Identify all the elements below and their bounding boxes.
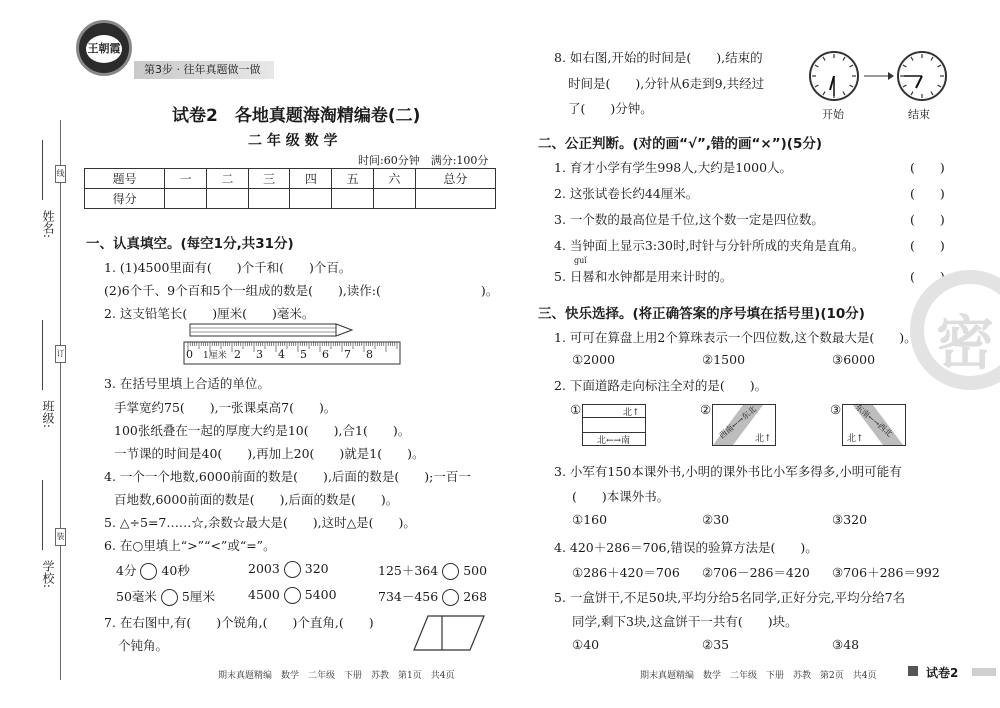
judge-item: 1. 育才小学有学生998人,大约是1000人。 [554, 160, 793, 175]
clock-start [810, 52, 858, 100]
road-band [583, 417, 645, 433]
footer-right: 期末真题精编 数学 二年级 下册 苏教 第2页 共4页 [640, 671, 877, 681]
question-text: 百地数,6000前面的数是( ),后面的数是( )。 [114, 492, 399, 507]
road-option-label[interactable]: ③ [830, 402, 842, 417]
section3-title: 三、快乐选择。(将正确答案的序号填在括号里)(10分) [538, 306, 865, 322]
compare-right: 5厘米 [181, 589, 215, 604]
score-cell[interactable] [290, 189, 332, 209]
question-text: 2. 这支铅笔长( )厘米( )毫米。 [104, 306, 315, 321]
score-cell[interactable] [373, 189, 415, 209]
compare-right: 500 [463, 563, 488, 578]
option[interactable]: ③6000 [832, 352, 876, 367]
ruler-tick-label: 6 [322, 348, 329, 361]
question-text: 个钝角。 [118, 638, 169, 653]
judge-answer[interactable]: ( ) [910, 238, 945, 253]
question-text: 6. 在○里填上“>”“<”或“=”。 [104, 538, 276, 553]
school-blank [42, 480, 43, 550]
time-info: 时间:60分钟 满分:100分 [358, 154, 489, 167]
question-text: 100张纸叠在一起的厚度大约是10( ),合1( )。 [114, 423, 411, 438]
road-figure-2 [712, 404, 776, 446]
score-cell[interactable] [332, 189, 374, 209]
option[interactable]: ①286＋420＝706 [572, 565, 680, 580]
pinyin-annotation: guǐ [574, 256, 587, 265]
score-header-cell: 四 [290, 169, 332, 189]
question-text: 了( )分钟。 [568, 101, 653, 116]
ruler-tick-label: 8 [366, 348, 373, 361]
binding-mark: 装 [55, 528, 66, 546]
question-text: 5. △÷5=7……☆,余数☆最大是( ),这时△是( )。 [104, 515, 416, 530]
page-title: 试卷2 各地真题海淘精编卷(二) [172, 106, 421, 126]
question-text: 2. 下面道路走向标注全对的是( )。 [554, 378, 768, 393]
question-text: 4. 420＋286＝706,错误的验算方法是( )。 [554, 540, 818, 555]
score-header-cell: 二 [206, 169, 248, 189]
pencil-body [190, 324, 336, 336]
ruler-tick-label: 5 [300, 348, 307, 361]
judge-item: 5. 日晷和水钟都是用来计时的。 [554, 269, 733, 284]
question-text: 手掌宽约75( ),一张课桌高7( )。 [114, 400, 337, 415]
name-blank [42, 140, 43, 200]
compare-circle[interactable] [161, 589, 178, 606]
section2-title: 二、公正判断。(对的画“√”,错的画“×”)(5分) [538, 136, 823, 152]
question-text: 1. (1)4500里面有( )个千和( )个百。 [104, 260, 352, 275]
compare-right: 320 [304, 561, 329, 576]
clock-label: 开始 [822, 108, 844, 121]
road-figure-3 [842, 404, 906, 446]
judge-answer[interactable]: ( ) [910, 160, 945, 175]
option[interactable]: ②30 [702, 512, 730, 527]
dir-label: 北↑ [623, 408, 640, 418]
ruler-tick-label: 3 [256, 348, 263, 361]
compare-item [378, 561, 487, 580]
compare-right: 268 [463, 589, 488, 604]
compare-left: 4500 [248, 587, 280, 602]
score-table [84, 168, 496, 209]
compare-left: 734－456 [378, 589, 439, 604]
step-banner: 第3步 · 往年真题做一做 [134, 61, 274, 79]
compare-left: 2003 [248, 561, 280, 576]
score-header-cell: 三 [248, 169, 290, 189]
score-cell[interactable] [206, 189, 248, 209]
parallelogram-figure [412, 610, 488, 654]
ruler-tick-label: 7 [344, 348, 351, 361]
question-text: 3. 在括号里填上合适的单位。 [104, 376, 270, 391]
question-text: 7. 在右图中,有( )个锐角,( )个直角,( ) [104, 615, 374, 630]
road-option-label[interactable]: ① [570, 402, 582, 417]
clock-label: 结束 [908, 108, 930, 121]
ruler-tick-label: 2 [234, 348, 241, 361]
judge-answer[interactable]: ( ) [910, 269, 945, 284]
score-cell[interactable] [415, 189, 495, 209]
compare-item [116, 587, 215, 606]
binding-mark: 线 [55, 165, 66, 183]
compare-circle[interactable] [442, 563, 459, 580]
question-text: 一节课的时间是40( ),再加上20( )就是1( )。 [114, 446, 425, 461]
brand-logo [76, 20, 132, 76]
dir-label: 北↑ [847, 434, 864, 444]
compare-circle[interactable] [140, 563, 157, 580]
compare-item [378, 587, 487, 606]
score-header-cell: 总分 [415, 169, 495, 189]
question-text: 8. 如右图,开始的时间是( ),结束的 [554, 50, 763, 65]
judge-item: 3. 一个数的最高位是千位,这个数一定是四位数。 [554, 212, 824, 227]
compare-right: 40秒 [161, 563, 190, 578]
compare-item [248, 587, 337, 604]
score-header-cell: 五 [332, 169, 374, 189]
option[interactable]: ②1500 [702, 352, 746, 367]
question-text: ( )本课外书。 [572, 489, 670, 504]
compare-item [248, 561, 329, 578]
question-text: 5. 一盒饼干,不足50块,平均分给5名同学,正好分完,平均分给7名 [554, 590, 906, 605]
footer-tag: 试卷2 [926, 666, 959, 680]
judge-answer[interactable]: ( ) [910, 186, 945, 201]
score-header-row [85, 169, 496, 189]
score-header-cell: 题号 [85, 169, 165, 189]
compare-left: 4分 [116, 563, 137, 578]
footer-bar [972, 668, 996, 676]
compare-right: 5400 [304, 587, 337, 602]
option[interactable]: ③48 [832, 637, 860, 652]
page-subtitle: 二 年 级 数 学 [248, 133, 338, 149]
dir-label: 北←→南 [597, 436, 631, 446]
question-text: 1. 可可在算盘上用2个算珠表示一个四位数,这个数最大是( )。 [554, 330, 917, 345]
option[interactable]: ①160 [572, 512, 608, 527]
binding-line [60, 120, 61, 680]
compare-left: 125＋364 [378, 563, 439, 578]
class-blank [42, 320, 43, 390]
footer-square [908, 666, 918, 676]
watermark-text: 密 [936, 309, 995, 377]
name-label: 姓名: [41, 210, 55, 239]
judge-item: 2. 这张试卷长约44厘米。 [554, 186, 699, 201]
section1-title: 一、认真填空。(每空1分,共31分) [86, 236, 294, 252]
option[interactable]: ①2000 [572, 352, 616, 367]
dir-label: 东南←→西北 [853, 402, 894, 439]
option[interactable]: ③706＋286＝992 [832, 565, 940, 580]
judge-item: 4. 当钟面上显示3:30时,时针与分针所成的夹角是直角。 [554, 238, 865, 253]
footer-left: 期末真题精编 数学 二年级 下册 苏教 第1页 共4页 [218, 671, 455, 681]
school-label: 学校: [41, 560, 55, 589]
question-text: 3. 小军有150本课外书,小明的课外书比小军多得多,小明可能有 [554, 464, 902, 479]
question-text: 同学,剩下3块,这盒饼干一共有( )块。 [572, 614, 798, 629]
road-figure-1 [582, 404, 646, 446]
ruler-tick-label: 1厘米 [203, 351, 227, 361]
question-text: 4. 一个一个地数,6000前面的数是( ),后面的数是( );一百一 [104, 469, 471, 484]
score-row [85, 189, 496, 209]
compare-item [116, 561, 190, 580]
judge-answer[interactable]: ( ) [910, 212, 945, 227]
compare-circle[interactable] [442, 589, 459, 606]
score-row-label: 得分 [85, 189, 165, 209]
dir-label: 北↑ [755, 434, 772, 444]
score-cell[interactable] [248, 189, 290, 209]
ruler-tick-label: 4 [278, 348, 285, 361]
question-text: 时间是( ),分针从6走到9,共经过 [568, 76, 765, 91]
option[interactable]: ②35 [702, 637, 730, 652]
class-label: 班级: [41, 400, 55, 429]
compare-circle[interactable] [284, 561, 301, 578]
road-option-label[interactable]: ② [700, 402, 712, 417]
option[interactable]: ③320 [832, 512, 868, 527]
compare-left: 50毫米 [116, 589, 157, 604]
option[interactable]: ②706－286＝420 [702, 565, 810, 580]
arrow-head [888, 72, 894, 80]
compare-circle[interactable] [284, 587, 301, 604]
score-cell[interactable] [165, 189, 207, 209]
option[interactable]: ①40 [572, 637, 600, 652]
parallelogram-shape [414, 616, 484, 650]
question-text: (2)6个千、9个百和5个一组成的数是( ),读作:( )。 [104, 283, 499, 298]
dir-label: 西南←→东北 [717, 404, 758, 441]
logo-text: 王朝霞 [86, 35, 122, 63]
score-header-cell: 六 [373, 169, 415, 189]
binding-mark: 订 [55, 345, 66, 363]
clock-end [898, 52, 946, 100]
clocks-figure [808, 50, 952, 102]
score-header-cell: 一 [165, 169, 207, 189]
pencil-tip [336, 324, 352, 336]
ruler-tick-label: 0 [186, 348, 193, 361]
